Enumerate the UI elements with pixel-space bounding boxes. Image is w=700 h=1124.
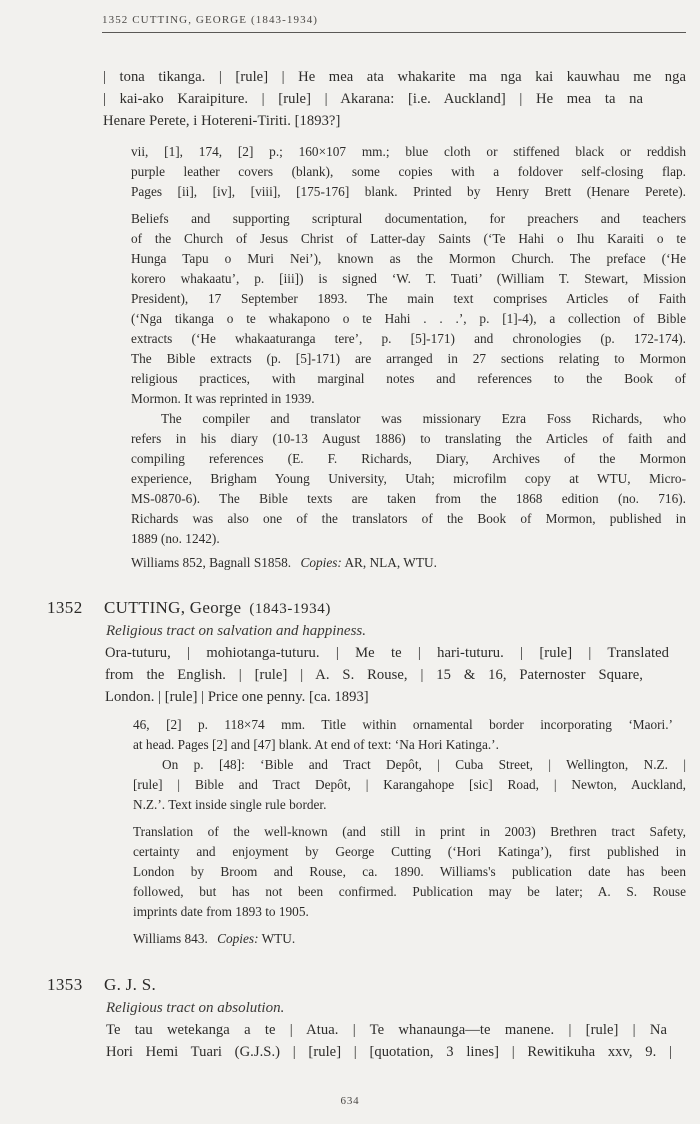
header-rule <box>102 32 686 33</box>
desc-line: On p. [48]: ‘Bible and Tract Depôt, | Cuba Street, | Wellington, N.Z. | <box>162 757 686 772</box>
title-line: London. | [rule] | Price one penny. [ca. 1893] <box>105 689 369 705</box>
title-line: Henare Perete, i Hotereni-Tiriti. [1893?] <box>103 113 341 129</box>
note-line: Hunga Tapu o Muri Nei’), known as the Mormon Church. The preface (‘He <box>131 251 686 266</box>
desc-line: N.Z.’. Text inside single rule border. <box>133 797 327 812</box>
title-line: from the English. | [rule] | A. S. Rouse, | 15 & 16, Paternoster Square, <box>105 667 643 683</box>
entry-dates: (1843-1934) <box>249 601 331 617</box>
entry-number: 1352 <box>47 598 83 617</box>
note-line: Beliefs and supporting scriptural documentation, for preachers and teachers <box>131 211 686 226</box>
note-line: korero whakaatu’, p. [iii]) is signed ‘W. T. Tuati’ (William T. Stewart, Mission <box>131 271 686 286</box>
entry-subtitle: Religious tract on absolution. <box>106 1000 285 1016</box>
title-line: | tona tikanga. | [rule] | He mea ata whakarite ma nga kai kauwhau me nga <box>103 69 686 85</box>
note-line: MS-0870-6). The Bible texts are taken from the 1868 edition (no. 716). <box>131 491 686 506</box>
running-head: 1352 CUTTING, GEORGE (1843-1934) <box>102 14 319 26</box>
references-text: Williams 843. <box>133 931 208 946</box>
continuation-references <box>131 553 437 573</box>
note-line: Translation of the well-known (and still in print in 2003) Brethren tract Safety, <box>133 824 686 839</box>
entry-heading: G. J. S. <box>104 975 156 994</box>
note-line: compiling references (E. F. Richards, Diary, Archives of the Mormon <box>131 451 686 466</box>
desc-line: [rule] | Bible and Tract Depôt, | Karangahope [sic] Road, | Newton, Auckland, <box>133 777 686 792</box>
entry-references <box>133 929 295 949</box>
note-line: extracts (‘He whakaaturanga tere’, p. [5]-171) and chronologies (p. 172-174). <box>131 331 686 346</box>
desc-line: purple leather covers (blank), some copies with a foldover self-closing flap. <box>131 164 686 179</box>
desc-line: Pages [ii], [iv], [viii], [175-176] blank. Printed by Henry Brett (Henare Perete). <box>131 184 686 199</box>
title-line: Hori Hemi Tuari (G.J.S.) | [rule] | [quotation, 3 lines] | Rewitikuha xxv, 9. | <box>106 1044 672 1060</box>
note-line: The compiler and translator was missionary Ezra Foss Richards, who <box>161 411 686 426</box>
copies-text: AR, NLA, WTU. <box>344 555 437 570</box>
title-line: | kai-ako Karaipiture. | [rule] | Akarana: [i.e. Auckland] | He mea ta na <box>103 91 643 107</box>
note-line: Mormon. It was reprinted in 1939. <box>131 391 315 406</box>
note-line: London by Broom and Rouse, ca. 1890. Williams's publication date has been <box>133 864 686 879</box>
note-line: followed, but has not been confirmed. Publication may be later; A. S. Rouse <box>133 884 686 899</box>
desc-line: vii, [1], 174, [2] p.; 160×107 mm.; blue cloth or stiffened black or reddish <box>131 144 686 159</box>
entry-subtitle: Religious tract on salvation and happiness. <box>106 623 366 639</box>
title-line: Ora-tuturu, | mohiotanga-tuturu. | Me te | hari-tuturu. | [rule] | Translated <box>105 645 669 661</box>
desc-line: at head. Pages [2] and [47] blank. At end of text: ‘Na Hori Katinga.’. <box>133 737 499 752</box>
entry-author: CUTTING, George <box>104 598 242 617</box>
copies-label: Copies: <box>300 555 342 570</box>
page-number: 634 <box>340 1095 360 1107</box>
desc-line: 46, [2] p. 118×74 mm. Title within ornamental border incorporating ‘Maori.’ <box>133 717 673 732</box>
note-line: 1889 (no. 1242). <box>131 531 220 546</box>
note-line: (‘Nga tikanga o te whakapono o te Hahi . . .’, p. [1]-4), a collection of Bible <box>131 311 686 326</box>
note-line: The Bible extracts (p. [5]-171) are arranged in 27 sections relating to Mormon <box>131 351 686 366</box>
copies-label: Copies: <box>217 931 259 946</box>
note-line: religious practices, with marginal notes and references to the Book of <box>131 371 686 386</box>
references-text: Williams 852, Bagnall S1858. <box>131 555 292 570</box>
note-line: certainty and enjoyment by George Cutting (‘Hori Katinga’), first published in <box>133 844 686 859</box>
title-line: Te tau wetekanga a te | Atua. | Te whanaunga—te manene. | [rule] | Na <box>106 1022 667 1038</box>
copies-text: WTU. <box>261 931 296 946</box>
note-line: of the Church of Jesus Christ of Latter-day Saints (‘Te Hahi o Ihu Karaiti o te <box>131 231 686 246</box>
note-line: Richards was also one of the translators of the Book of Mormon, published in <box>131 511 686 526</box>
note-line: refers in his diary (10-13 August 1886) to translating the Articles of faith and <box>131 431 686 446</box>
note-line: experience, Brigham Young University, Utah; microfilm copy at WTU, Micro- <box>131 471 686 486</box>
entry-heading <box>104 598 331 618</box>
entry-number: 1353 <box>47 975 83 994</box>
note-line: President), 17 September 1893. The main text comprises Articles of Faith <box>131 291 686 306</box>
note-line: imprints date from 1893 to 1905. <box>133 904 309 919</box>
